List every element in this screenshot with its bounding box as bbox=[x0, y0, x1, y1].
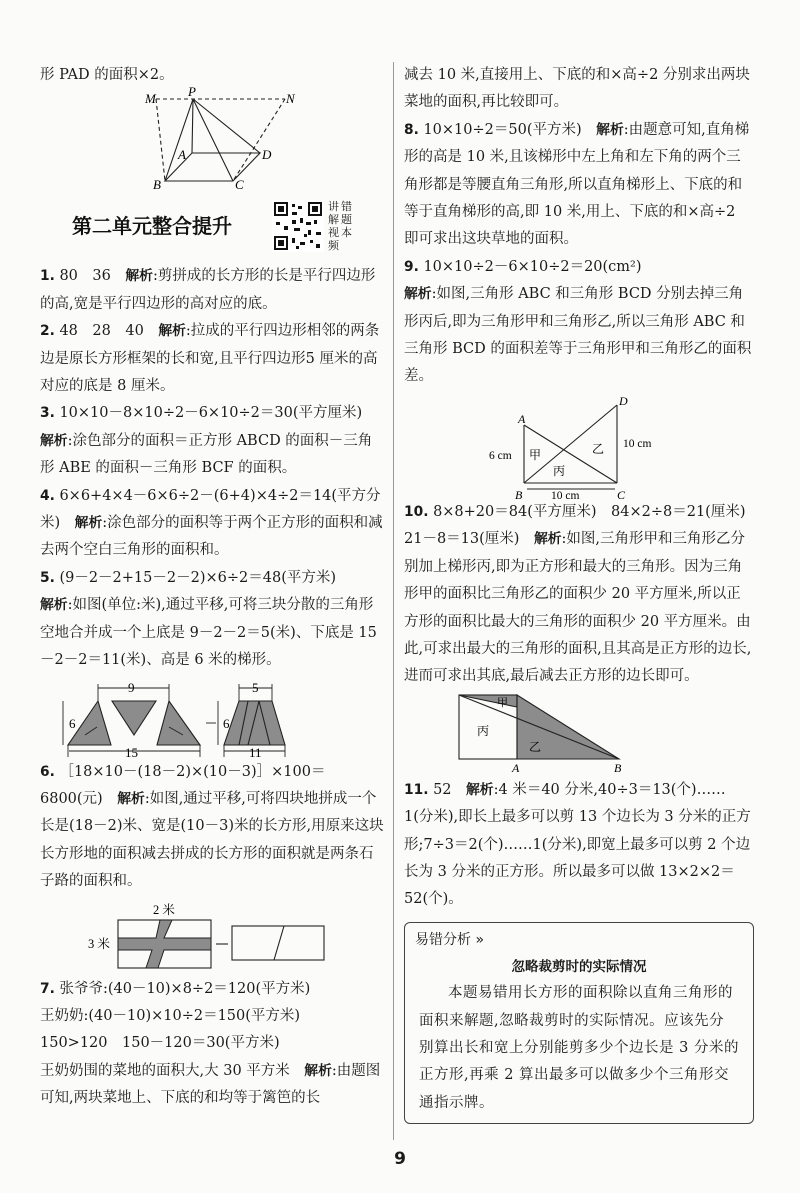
page-number: 9 bbox=[394, 1149, 406, 1169]
error-analysis-box bbox=[404, 922, 754, 1124]
continued-text-right: 减去 10 米,直接用上、下底的和×高÷2 分别求出两块菜地的面积,再比较即可。 bbox=[404, 67, 750, 111]
label-d: D bbox=[619, 393, 628, 408]
answer-item-1: 1. 80 36 解析:剪拼成的长方形的长是平行四边形的高,宽是平行四边形的高对应的底。 bbox=[40, 268, 376, 312]
error-analysis-label: 易错分析 » bbox=[415, 931, 485, 948]
label-a: A bbox=[518, 411, 526, 426]
label-jia: 甲 bbox=[529, 447, 542, 462]
answer-item-5: 5. (9－2－2+15－2－2)×6÷2＝48(平方米) 解析:如图(单位:米),通过平移,可将三块分散的三角形空地合并成一个上底是 9－2－2＝5(米)、下底是 15－2－2＝11(米)、高是 6 米的梯形。 bbox=[40, 569, 377, 669]
label-3m: 3 米 bbox=[88, 936, 110, 951]
label-yi: 乙 bbox=[592, 441, 605, 456]
triangles-figure bbox=[63, 679, 363, 759]
label-2m: 2 米 bbox=[153, 902, 175, 917]
answer-item-10: 10. 8×8+20＝84(平方厘米) 84×2÷8＝21(厘米) 21－8＝13(厘米) 解析:如图,三角形甲和三角形乙分别加上梯形丙,即为正方形和最大的三角形。因为三角形甲的面积比三角形乙的面积少 20 平方厘米,所以正方形的面积比最大的三角形的面积少 20 平方厘米。由此,可求出最大的三角形的面积,且其高是正方形的边长,进而可求出其底,最后减去正方形的边长即可。 bbox=[404, 503, 760, 685]
label-c: C bbox=[617, 487, 626, 502]
qr-code-icon[interactable] bbox=[272, 200, 324, 252]
label-jia: 甲 bbox=[497, 696, 508, 709]
label-n: N bbox=[286, 91, 295, 107]
label-b: B bbox=[153, 177, 161, 193]
label-10cm-bottom: 10 cm bbox=[551, 489, 580, 502]
continued-text: 形 PAD 的面积×2。 bbox=[40, 67, 174, 83]
label-bing: 丙 bbox=[477, 723, 490, 738]
square-triangle-figure bbox=[459, 695, 699, 773]
label-p: P bbox=[188, 84, 196, 100]
label-a: A bbox=[512, 760, 520, 775]
label-d: D bbox=[262, 147, 272, 163]
label-a: A bbox=[178, 147, 186, 163]
label-10cm-right: 10 cm bbox=[623, 437, 652, 450]
label-c: C bbox=[235, 177, 244, 193]
answer-item-9: 9. 10×10÷2－6×10÷2＝20(cm²) 解析:如图,三角形 ABC 和三角形 BCD 分别去掉三角形丙后,即为三角形甲和三角形乙,所以三角形 ABC 和三角形 BCD 的面积差等于三角形甲和三角形乙的面积差。 bbox=[404, 258, 752, 385]
double-chevron-icon: » bbox=[475, 931, 485, 948]
label-bottom-15: 15 bbox=[125, 744, 138, 760]
answer-item-2: 2. 48 28 40 解析:拉成的平行四边形相邻的两条边是原长方形框架的长和宽,且平行四边形5 厘米的高对应的底是 8 厘米。 bbox=[40, 323, 380, 395]
left-column bbox=[40, 62, 386, 1113]
section-heading: 第二单元整合提升 bbox=[72, 213, 232, 238]
label-6cm: 6 cm bbox=[489, 449, 512, 462]
parallelogram-figure bbox=[133, 84, 295, 193]
error-analysis-title: 忽略裁剪时的实际情况 bbox=[511, 959, 647, 976]
label-top-5: 5 bbox=[252, 679, 259, 695]
qr-caption: 讲 解 视 频 错 题 本 bbox=[328, 200, 352, 253]
label-m: M bbox=[145, 91, 156, 107]
triangles-abcd-figure bbox=[489, 393, 669, 502]
label-height-6: 6 bbox=[69, 715, 76, 731]
label-yi: 乙 bbox=[529, 739, 542, 754]
label-bing: 丙 bbox=[553, 463, 566, 478]
label-bottom-11: 11 bbox=[249, 744, 262, 760]
answer-item-11: 11. 52 解析:4 米＝40 分米,40÷3＝13(个)……1(分米),即长上最多可以剪 13 个边长为 3 分米的正方形;7÷3＝2(个)……1(分米),即宽上最多可以剪 2 个边长为 3 分米的正方形。所以最多可以做 13×2×2＝52(个)。 bbox=[404, 781, 751, 908]
answer-item-7: 7. 张爷爷:(40－10)×8÷2＝120(平方米) 王奶奶:(40－10)×10÷2＝150(平方米) 150>120 150－120＝30(平方米) 王奶奶围的菜地的面积大,大 30 平方米 解析:由题图可知,两块菜地上、下底的和均等于篱笆的长 bbox=[40, 980, 381, 1107]
road-figure bbox=[78, 902, 348, 972]
answer-item-3: 3. 10×10－8×10÷2－6×10÷2＝30(平方厘米) 解析:涂色部分的面积＝正方形 ABCD 的面积－三角形 ABE 的面积－三角形 BCF 的面积。 bbox=[40, 405, 373, 477]
label-b: B bbox=[515, 487, 523, 502]
answer-item-6: 6. ［18×10－(18－2)×(10－3)］×100＝6800(元) 解析:如图,通过平移,可将四块地拼成一个长是(18－2)米、宽是(10－3)米的长方形,用原来这块长方形地的面积减去拼成的长方形的面积就是两条石子路的面积和。 bbox=[40, 763, 384, 890]
label-b: B bbox=[614, 760, 622, 775]
label-top-9: 9 bbox=[128, 679, 135, 695]
answer-item-4: 4. 6×6+4×4－6×6÷2－(6+4)×4÷2＝14(平方分米) 解析:涂色部分的面积等于两个正方形的面积和减去两个空白三角形的面积和。 bbox=[40, 487, 383, 559]
answer-item-8: 8. 10×10÷2＝50(平方米) 解析:由题意可知,直角梯形的高是 10 米,且该梯形中左上角和左下角的两个三角形都是等腰直角三角形,所以直角梯形上、下底的和等于直角梯形的高,即 10 米,用上、下底的和×高÷2 即可求出这块草地的面积。 bbox=[404, 121, 750, 248]
right-column bbox=[404, 62, 760, 1124]
label-height-6b: 6 bbox=[223, 715, 230, 731]
column-divider bbox=[393, 62, 394, 1140]
error-analysis-body: 本题易错用长方形的面积除以直角三角形的面积来解题,忽略裁剪时的实际情况。应该先分别算出长和宽上分别能剪多少个边长是 3 分米的正方形,再乘 2 算出最多可以做多少个三角形交通指示牌。 bbox=[419, 985, 739, 1111]
